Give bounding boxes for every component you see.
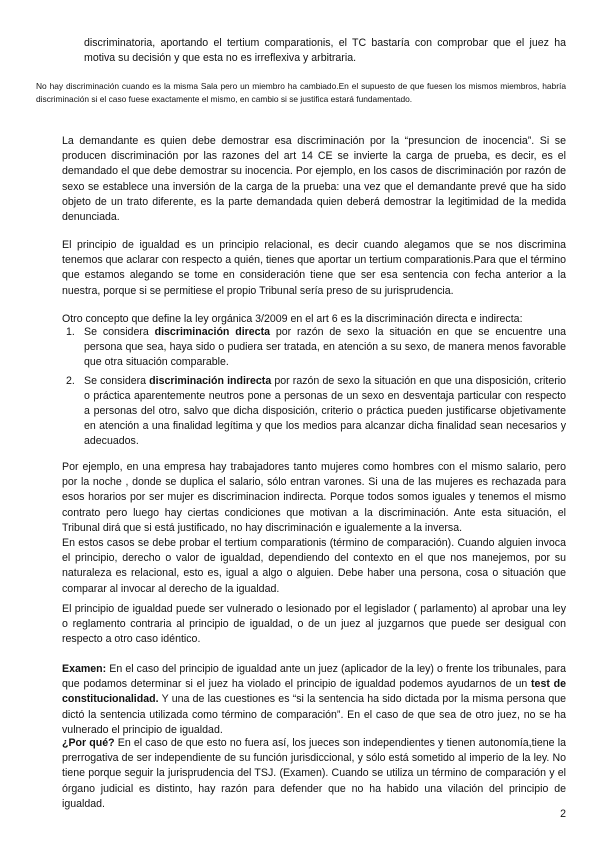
examen-text-after: Y una de las cuestiones es “si la sentencia ha sido dictada por la misma persona que dictó la sentencia utilizada como término de comparación”. En el caso de que sea de otro juez, no se ha vulnerado el principio de igualdad.: [62, 693, 566, 736]
examen-bold-term: test de constitucionalidad.: [62, 678, 567, 706]
page-number: 2: [560, 808, 566, 820]
list-number: 1.: [66, 326, 75, 338]
list-bold-term: discriminación indirecta: [149, 374, 272, 387]
note-paragraph: No hay discriminación cuando es la misma Sala pero un miembro ha cambiado.En el supuesto de que fuesen los mismos miembros, habría discriminación si el caso fuese exactamente el mismo, en cambio si se justifica estará fundamentado.: [36, 81, 566, 105]
paragraph-examen: [62, 662, 566, 738]
paragraph-demandante: La demandante es quien debe demostrar esa discriminación por la “presuncion de inocencia”. Si se producen discriminación por las razones del art 14 CE se invierte la carga de prueba, es decir, es el demandado el que debe demostrar su inocencia. Por ejemplo, en los casos de discriminación por razón de sexo se establece una inversión de la carga de la prueba: una vez que el demandante prevé que ha sido objeto de un trato diferente, es la parte demandada quien deberá demostrar la legitimidad de la medida denunciada.: [62, 135, 566, 224]
paragraph-por-que: [62, 736, 566, 812]
list-text-before: Se considera: [84, 326, 155, 338]
por-que-label: ¿Por qué?: [62, 737, 115, 749]
discrimination-list: [66, 325, 566, 453]
top-paragraph: discriminatoria, aportando el tertium comparationis, el TC bastaría con comprobar que el juez ha motiva su decisión y que esta no es irreflexiva y arbitraria.: [84, 37, 566, 65]
examen-text-before: En el caso del principio de igualdad ante un juez (aplicador de la ley) o frente los tribunales, para que podamos determinar si el juez ha violado el principio de igualdad podemos ayudarnos de un: [62, 663, 566, 691]
list-text-after: por razón de sexo la situación en que una disposición, criterio o práctica aparentemente neutros pone a personas de un sexo en desventaja particular con respecto a personas del otro, salvo que dicha disposición, criterio o práctica pueden justificarse objetivamente en atención a una finalidad legítima y que los medios para alcanzar dicha finalidad sean necesarios y adecuados.: [84, 374, 566, 448]
list-bold-term: discriminación directa: [154, 326, 270, 338]
paragraph-principio-relacional: El principio de igualdad es un principio relacional, es decir cuando alegamos que se nos discrimina tenemos que aclarar con respecto a quién, tienes que aportar un tertium comparationis.Para que el término que estamos alegando se tome en consideración tiene que ser esa sentencia con fecha anterior a la nuestra, porque si se permitiese el propio Tribunal sería preso de su jurisprudencia.: [62, 239, 566, 297]
paragraph-ley-organica: Otro concepto que define la ley orgánica 3/2009 en el art 6 es la discriminación directa e indirecta:: [62, 313, 523, 325]
list-text-after: por razón de sexo la situación en que se encuentre una persona que sea, haya sido o pudiera ser tratada, en atención a su sexo, de manera menos favorable que otra situación comparable.: [84, 326, 566, 369]
por-que-text: En el caso de que esto no fuera así, los jueces son independientes y tienen autonomía,tiene la prerrogativa de ser independiente de su función jurisdiccional, y sólo está sometido al imperio de la ley. No tiene porque seguir la jurisprudencia del TSJ. (Examen). Cuando se utiliza un término de comparación y el órgano judicial es distinto, hay razón para defender que no ha habido una vilación del principio de igualdad.: [62, 737, 566, 810]
list-item: [66, 374, 566, 450]
list-number: 2.: [66, 374, 75, 387]
list-text-before: Se considera: [84, 374, 150, 387]
paragraph-ejemplo: Por ejemplo, en una empresa hay trabajadores tanto mujeres como hombres con el mismo salario, pero por la noche , donde se duplica el salario, sólo entran varones. Si una de las mujeres es rechazada para esos horarios por ser mujer es discriminacion indirecta. Porque todos somos iguales y tenemos el mismo contrato pero luego hay ciertas condiciones que motivan a la discriminación. Ante esta situación, el Tribunal dirá que si está justificado, no hay discriminación e igualemente a la inversa.: [62, 461, 566, 534]
list-item: [66, 325, 566, 371]
paragraph-vulnerado: El principio de igualdad puede ser vulnerado o lesionado por el legislador ( parlamento) al aprobar una ley o reglamento contraria al principio de igualdad, o de un juez al juzgarnos que puede ser desigual con respecto a otro caso idéntico.: [62, 603, 566, 646]
paragraph-casos: En estos casos se debe probar el tertium comparationis (término de comparación). Cuando alguien invoca el principio, derecho o valor de igualdad, dependiendo del contexto en el que nos manejemos, por su naturaleza es relacional, esto es, igual a algo o alguien. Debe haber una persona, cosa o situación que comparar al invocar al derecho de la igualdad.: [62, 537, 566, 595]
examen-label: Examen:: [62, 663, 107, 675]
